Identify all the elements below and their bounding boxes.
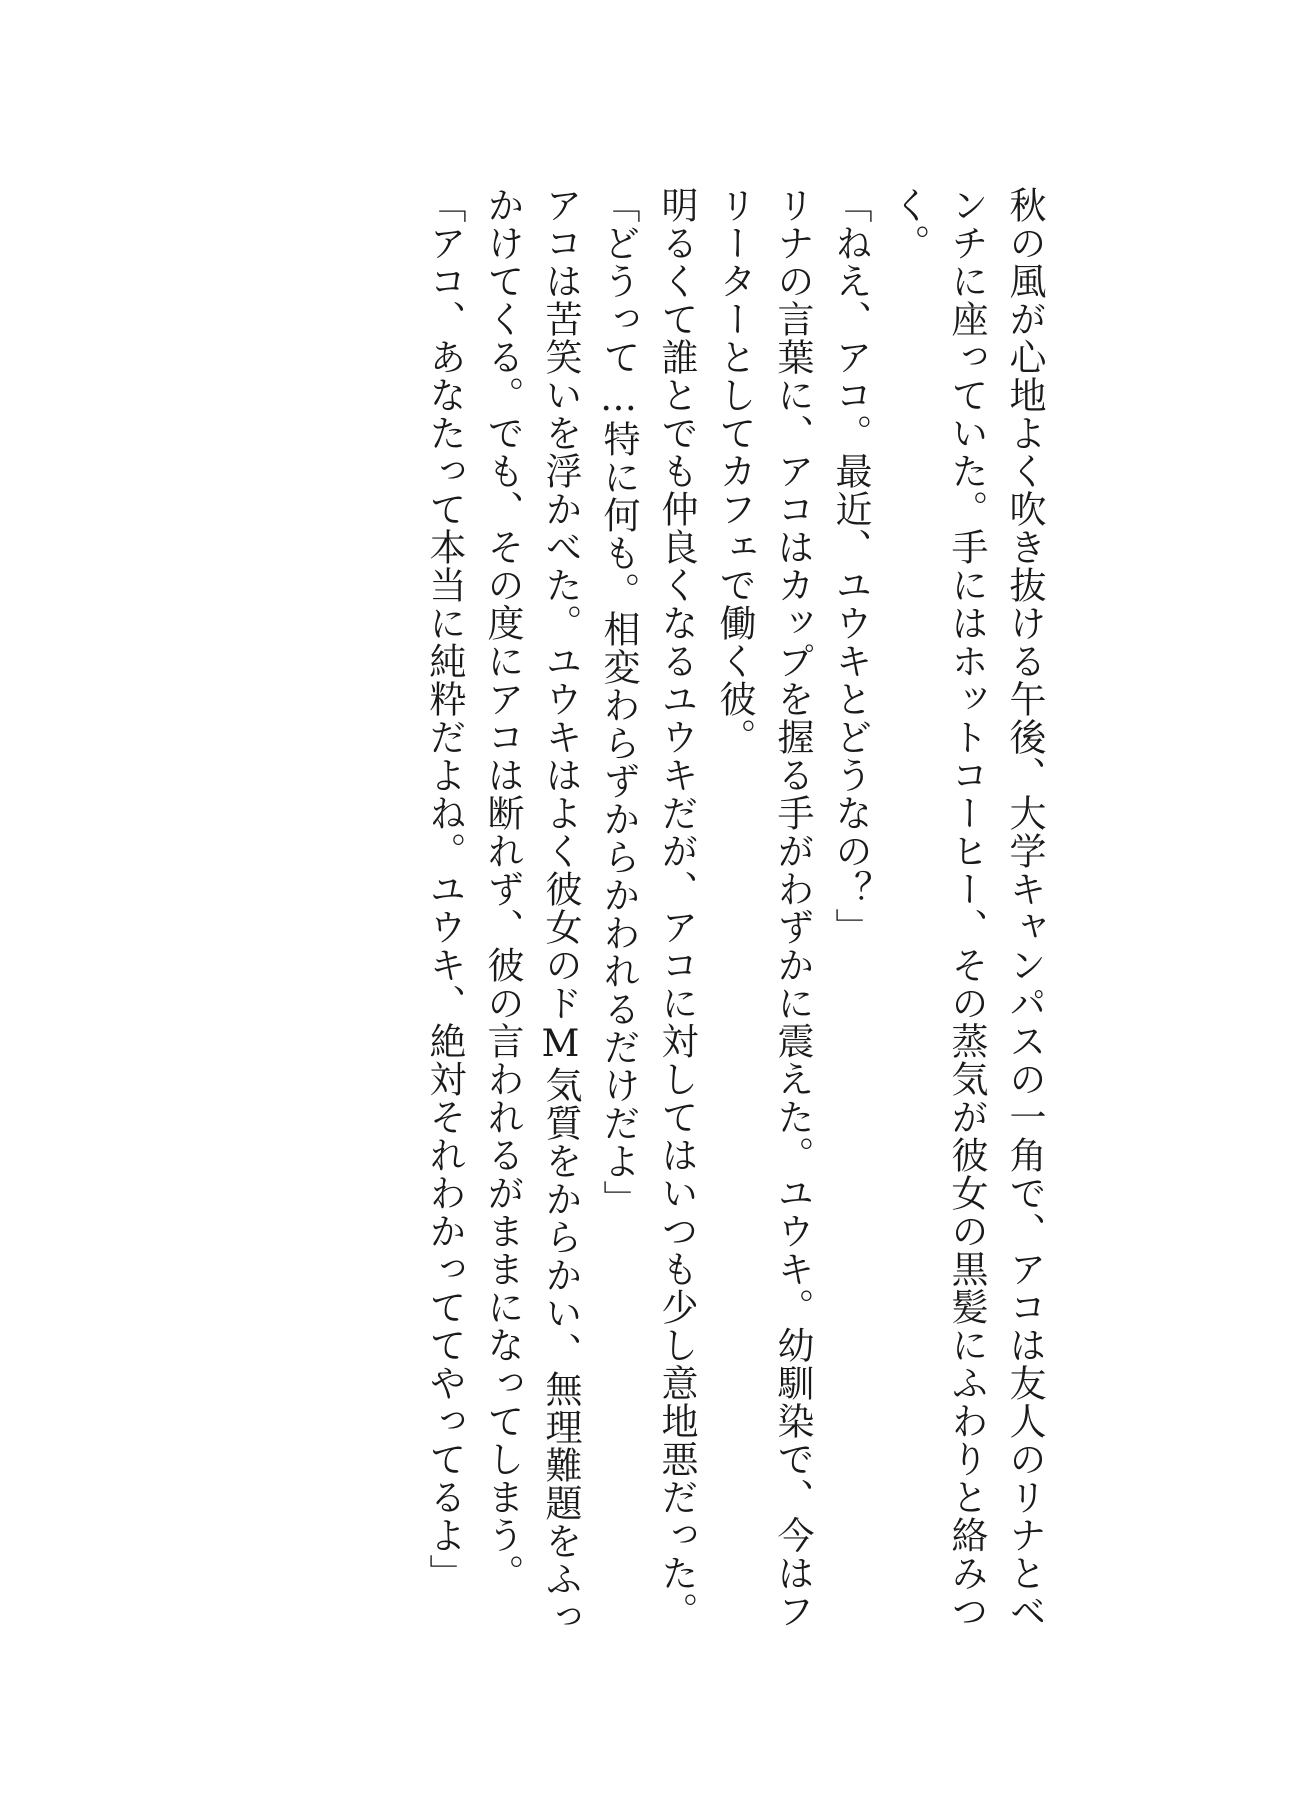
paragraph-2: 「ねえ、アコ。最近、ユウキとどうなの？」 [829,186,872,946]
paragraph-6: アコは苦笑いを浮かべた。ユウキはよく彼女のドM気質をからかい、無理難題をふっかけてくる。でも、その度にアコは断れず、彼の言われるがままになってしまう。 [481,186,582,1636]
vertical-text-block [415,186,1053,1646]
paragraph-1: 秋の風が心地よく吹き抜ける午後、大学キャンパスの一角で、アコは友人のリナとベンチに座っていた。手にはホットコーヒー、その蒸気が彼女の黒髪にふわりと絡みつく。 [887,186,1046,1630]
paragraph-4: 明るくて誰とでも仲良くなるユウキだが、アコに対してはいつも少し意地悪だった。 [655,186,698,1630]
paragraph-3: リナの言葉に、アコはカップを握る手がわずかに震えた。ユウキ。幼馴染で、今はフリーターとしてカフェで働く彼。 [713,186,814,1630]
paragraph-7: 「アコ、あなたって本当に純粋だよね。ユウキ、絶対それわかっててやってるよ」 [423,186,466,1592]
paragraph-5: 「どうって…特に何も。相変わらずからかわれるだけだよ」 [597,186,640,1218]
